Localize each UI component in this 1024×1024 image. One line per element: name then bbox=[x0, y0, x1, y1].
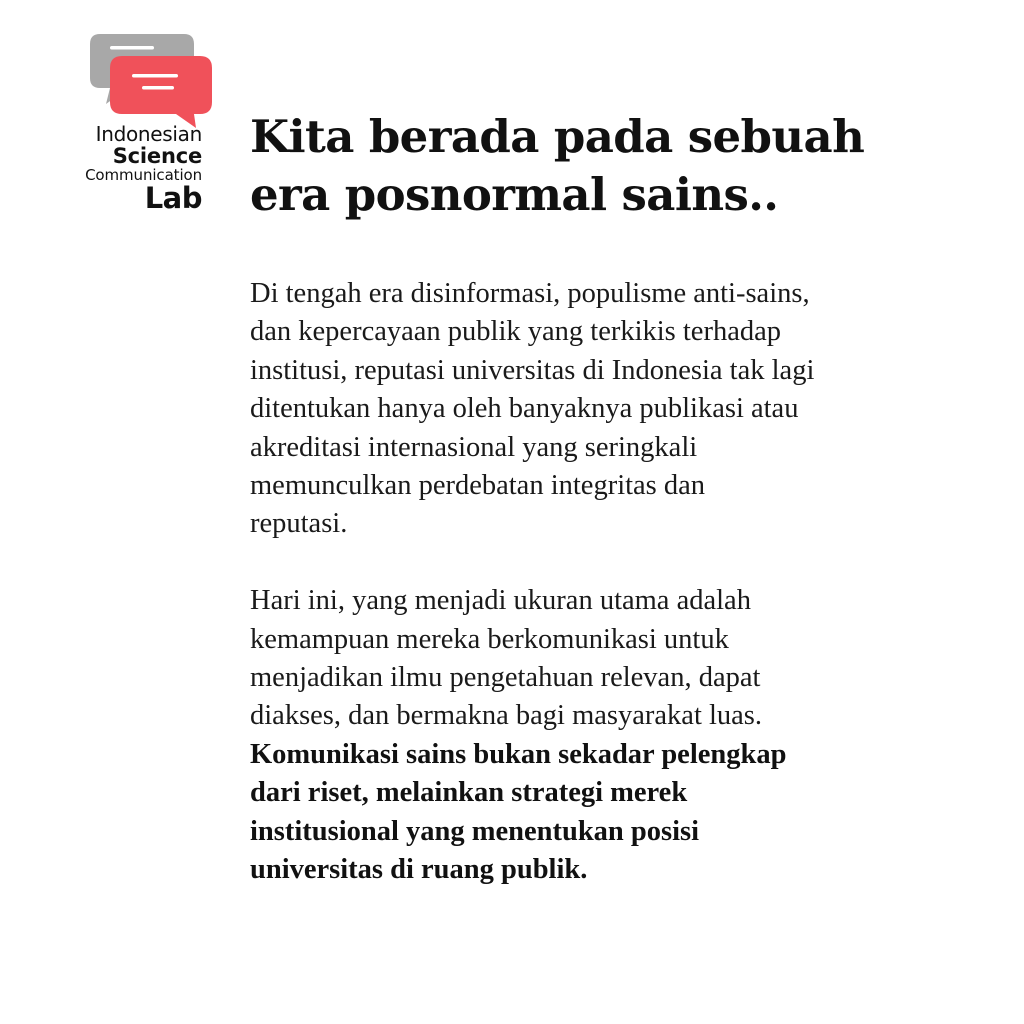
logo-text-indonesian: Indonesian bbox=[95, 122, 202, 146]
paragraph-spacer bbox=[250, 544, 950, 582]
text-line: diakses, dan bermakna bagi masyarakat luas. bbox=[250, 700, 763, 732]
text-line: ditentukan hanya oleh banyaknya publikasi atau bbox=[250, 393, 799, 425]
paragraph-2 bbox=[250, 582, 950, 889]
logo-text-science: Science bbox=[112, 144, 202, 168]
emphasis-line: universitas di ruang publik. bbox=[250, 854, 588, 886]
text-line: memunculkan perdebatan integritas dan bbox=[250, 470, 706, 502]
logo-text-lab: Lab bbox=[144, 181, 202, 215]
speech-bubbles-icon bbox=[88, 30, 218, 130]
emphasis-line: dari riset, melainkan strategi merek bbox=[250, 777, 688, 809]
logo-wordmark bbox=[85, 124, 202, 213]
text-line: institusi, reputasi universitas di Indonesia tak lagi bbox=[250, 354, 815, 386]
headline bbox=[250, 108, 950, 224]
text-line: Hari ini, yang menjadi ukuran utama adalah bbox=[250, 585, 751, 617]
emphasis-line: institusional yang menentukan posisi bbox=[250, 815, 700, 847]
headline-line: Kita berada pada sebuah bbox=[250, 110, 865, 163]
logo-text-communication: Communication bbox=[85, 166, 202, 184]
paragraph-1 bbox=[250, 275, 950, 544]
body-text bbox=[250, 275, 950, 889]
text-line: reputasi. bbox=[250, 508, 348, 540]
org-logo bbox=[44, 30, 214, 215]
emphasis-line: Komunikasi sains bukan sekadar pelengkap bbox=[250, 738, 787, 770]
headline-line: era posnormal sains.. bbox=[250, 168, 779, 221]
text-line: Di tengah era disinformasi, populisme anti-sains, bbox=[250, 278, 810, 309]
text-line: kemampuan mereka berkomunikasi untuk bbox=[250, 623, 729, 655]
text-line: dan kepercayaan publik yang terkikis terhadap bbox=[250, 316, 781, 348]
text-line: menjadikan ilmu pengetahuan relevan, dapat bbox=[250, 662, 761, 694]
text-line: akreditasi internasional yang seringkali bbox=[250, 431, 698, 463]
